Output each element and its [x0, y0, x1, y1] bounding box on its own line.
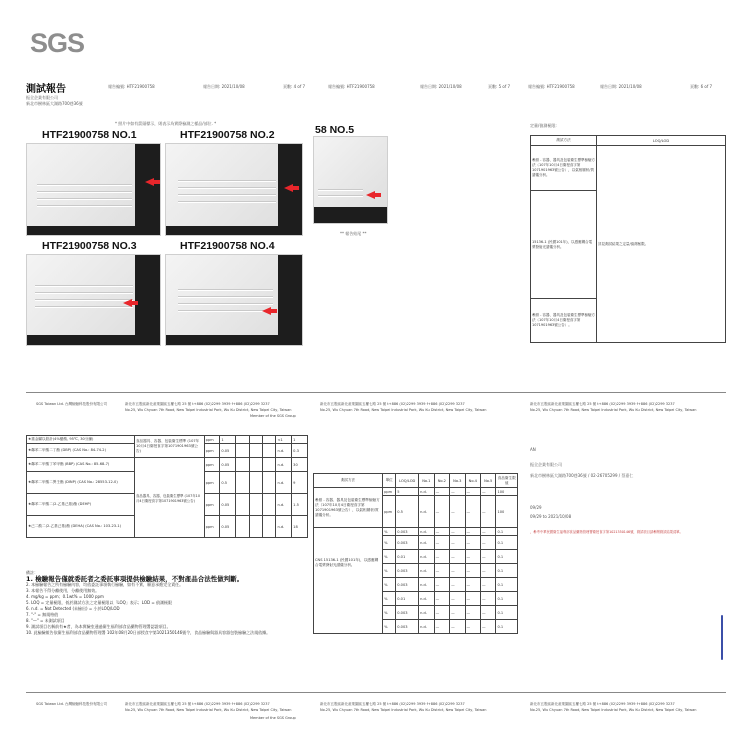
sample-photo-no5 [313, 136, 388, 224]
result-limit: 30 [292, 458, 308, 472]
mid-result: — [434, 488, 449, 496]
result-value: n.d. [276, 516, 292, 538]
info-line: 09/29 to 2021/10/08 [530, 514, 572, 519]
report-end-note: ** 報告結尾 ** [340, 231, 367, 236]
photo-label-no3: HTF21900758 NO.3 [42, 240, 137, 252]
sample-photo-no3 [26, 254, 161, 346]
mid-result: — [450, 564, 465, 578]
info-red-note: ，參考中華民國衛生福利部食品藥物管理署衛授食字第1021350146號，測試項目請參閱測試結果清單。 [530, 530, 683, 534]
mid-unit: ppm [383, 488, 396, 496]
mid-result: — [434, 620, 449, 634]
mid-result: — [481, 536, 496, 550]
loq-header: LOQ/LOD [597, 136, 726, 146]
result-method: 食品器具、容器、包裝衛生標準 (107年10月4日衛授食字第1071901963號公告) [134, 458, 204, 538]
mid-result: n.d. [419, 620, 434, 634]
mid-limit: 0.1 [496, 592, 518, 606]
mid-unit: % [383, 578, 396, 592]
note-item: 2. 本檢驗報告之所有檢驗內容，均依委託事項執行檢驗，如有不實，願意承擔完全責任。 [26, 582, 184, 587]
red-arrow-icon [366, 191, 375, 199]
header-report-number: 報告編號: HTF21900758 [528, 84, 575, 89]
result-value: n.d. [276, 494, 292, 516]
col-header: No.5 [481, 474, 496, 488]
footer-member: Member of the SGS Group [250, 414, 296, 418]
mid-result: — [481, 564, 496, 578]
mid-result: n.d. [419, 578, 434, 592]
mid-result: — [434, 606, 449, 620]
col-header: 測試方法 [314, 474, 383, 488]
mid-result: — [450, 536, 465, 550]
notes-headline: 1. 檢驗報告僅就委託者之委託事項提供檢驗結果，不對產品合法性做判斷。 [26, 575, 244, 583]
note-item: 8. "—" = 未測試項目 [26, 618, 65, 623]
mid-result: — [434, 496, 449, 528]
company-address: 新北市樹林區大湖路700巷36號 [26, 101, 83, 106]
footer-address-en: No.25, Wu Chyuan 7th Road, New Taipei Industrial Park, Wu Ku District, New Taipei City, Taiwan [125, 408, 292, 412]
method-row: 15136-1 (民國101年)，以感應耦合電漿發射光譜儀分析。 [531, 191, 597, 299]
result-loq: 0.05 [220, 516, 236, 538]
report-title: 測試報告 [26, 84, 66, 95]
mid-loq: 0.5 [396, 496, 419, 528]
mid-result: — [481, 606, 496, 620]
footer-company: SGS Taiwan Ltd. 台灣檢驗科技股份有限公司 [36, 402, 108, 406]
info-line: AN [530, 447, 536, 452]
result-unit: ppm [204, 436, 220, 444]
note-item: 4. mg/kg = ppm；0.1wt% = 1000 ppm [26, 594, 104, 599]
mid-loq: 0.003 [396, 606, 419, 620]
red-arrow-icon [262, 307, 271, 315]
col-header: No.4 [465, 474, 480, 488]
result-value: n.d. [276, 444, 292, 458]
result-unit: ppm [204, 458, 220, 472]
mid-result: n.d. [419, 536, 434, 550]
mid-unit: % [383, 550, 396, 564]
result-item: ★重金屬以鉛計(4%醋酸, 95℃, 30分鐘) [27, 436, 135, 444]
col-header: 食品衛生限值 [496, 474, 518, 488]
red-arrow-icon [284, 184, 293, 192]
mid-unit: % [383, 592, 396, 606]
result-item: ★鄰苯二甲酸二異壬酯 (DINP) (CAS No.: 28553-12-0) [27, 472, 135, 494]
col-header: No.3 [450, 474, 465, 488]
note-item: 6. n.d. = Not Detected (未檢出) = 小於LOQ/LOD [26, 606, 120, 611]
footer-company: SGS Taiwan Ltd. 台灣檢驗科技股份有限公司 [36, 702, 108, 706]
mid-result: — [481, 578, 496, 592]
mid-unit: ppm [383, 496, 396, 528]
result-loq: 1 [220, 436, 236, 444]
mid-unit: % [383, 620, 396, 634]
sgs-logo: SGS [30, 28, 85, 58]
mid-result: — [434, 528, 449, 536]
result-value: n.d. [276, 458, 292, 472]
note-item: 10. 此檢驗報告依衛生福利部食品藥物管理署 102年08月20日部授食字第1021350146號令，食品檢驗與器具容器包裝檢驗之法規依據。 [26, 630, 271, 635]
mid-result: — [434, 550, 449, 564]
mid-result: — [465, 536, 480, 550]
divider [26, 392, 726, 393]
mid-result: — [450, 620, 465, 634]
result-limit: 0.3 [292, 444, 308, 458]
mid-result: — [465, 496, 480, 528]
header-page: 頁數: 4 of 7 [283, 84, 306, 89]
mid-result: — [465, 528, 480, 536]
mid-result: — [465, 550, 480, 564]
footer-address: 新北市五股區新北產業園區五權七路 25 號 t+886 (02)2299 3939 f+886 (02)2299 3237 [125, 402, 270, 406]
mid-result: — [450, 592, 465, 606]
company-name: 振全企業有限公司 [26, 95, 58, 100]
mid-result: — [465, 606, 480, 620]
footer-address: 新北市五股區新北產業園區五權七路 25 號 t+886 (02)2299 3939 f+886 (02)2299 3237 [125, 702, 270, 706]
note-item: 3. 本報告不得分離使用，分離使用無效。 [26, 588, 100, 593]
footer-address-en: No.25, Wu Chyuan 7th Road, New Taipei Industrial Park, Wu Ku District, New Taipei City, Taiwan [320, 708, 487, 712]
mid-loq: 0.003 [396, 528, 419, 536]
footer-member: Member of the SGS Group [250, 716, 296, 720]
mid-result: n.d. [419, 528, 434, 536]
mid-result: — [481, 496, 496, 528]
footer-address: 新北市五股區新北產業園區五權七路 25 號 t+886 (02)2299 3939 f+886 (02)2299 3237 [530, 702, 675, 706]
mid-loq: 0.003 [396, 564, 419, 578]
note-item: 5. LOQ = 定量極限，低於測試方法之定量極限以「LOQ」表示；LOD = 偵測極限 [26, 600, 172, 605]
col-header: 單位 [383, 474, 396, 488]
footer-address-en: No.25, Wu Chyuan 7th Road, New Taipei Industrial Park, Wu Ku District, New Taipei City, Taiwan [530, 408, 697, 412]
result-limit: 9 [292, 472, 308, 494]
mid-result: — [450, 606, 465, 620]
mid-result: — [465, 564, 480, 578]
mid-limit: 0.1 [496, 578, 518, 592]
footer-address-en: No.25, Wu Chyuan 7th Road, New Taipei Industrial Park, Wu Ku District, New Taipei City, Taiwan [125, 708, 292, 712]
info-line: 振全企業有限公司 [530, 462, 562, 467]
photo-label-no4: HTF21900758 NO.4 [180, 240, 275, 252]
mid-method: 參照 - 容器、器具及包裝衛生標準檢驗方法（107年10月4日衛授食字第1071901963號公告），以氣相層析/質譜儀分析。 [314, 488, 383, 528]
mid-limit: 0.1 [496, 564, 518, 578]
divider [26, 692, 726, 693]
mid-result: — [434, 578, 449, 592]
photo-label-no5: 58 NO.5 [315, 124, 355, 136]
mid-unit: % [383, 606, 396, 620]
result-limit: 18 [292, 516, 308, 538]
method-row: 參照 - 容器、器具及包裝衛生標準檢驗方法（107年10月4日衛授食字第1071901963號公告）。 [531, 299, 597, 343]
result-value: n.d. [276, 472, 292, 494]
mid-result: — [450, 550, 465, 564]
result-item: ★鄰苯二甲酸二(2-乙基己基)酯 (DEHP) [27, 494, 135, 516]
mid-result: — [450, 496, 465, 528]
mid-result: n.d. [419, 488, 434, 496]
sample-photo-no2 [165, 143, 303, 236]
signature-mark [721, 615, 723, 660]
footer-address-en: No.25, Wu Chyuan 7th Road, New Taipei Industrial Park, Wu Ku District, New Taipei City, Taiwan [320, 408, 487, 412]
red-arrow-icon [123, 299, 132, 307]
mid-limit: 0.1 [496, 620, 518, 634]
mid-loq: 0.01 [396, 550, 419, 564]
sample-photo-no1 [26, 143, 161, 236]
mid-unit: % [383, 536, 396, 550]
results-table-left [26, 435, 308, 538]
info-line: 新北市樹林區大湖路700巷36號 / 02-26705299 / 蔡嘉仁 [530, 473, 634, 478]
result-unit: ppm [204, 516, 220, 538]
result-item: ★己二酸二(2-乙基己基)酯 (DEHA) (CAS No.: 103-23-1) [27, 516, 135, 538]
mid-limit: 0.1 [496, 536, 518, 550]
mid-result: — [434, 592, 449, 606]
mid-result: — [481, 528, 496, 536]
mid-loq: 0.003 [396, 536, 419, 550]
header-report-number: 報告編號: HTF21900758 [108, 84, 155, 89]
note-item: 7. "-" = 無規格值 [26, 612, 59, 617]
result-loq: 0.05 [220, 494, 236, 516]
col-header: No.2 [434, 474, 449, 488]
result-unit: ppm [204, 494, 220, 516]
header-report-number: 報告編號: HTF21900758 [328, 84, 375, 89]
header-page: 頁數: 6 of 7 [690, 84, 713, 89]
mid-result: n.d. [419, 592, 434, 606]
photo-label-no2: HTF21900758 NO.2 [180, 129, 275, 141]
mid-result: — [481, 592, 496, 606]
header-report-date: 報告日期: 2021/10/08 [420, 84, 462, 89]
method-row: 參照 - 容器、器具及包裝衛生標準檢驗方法（107年10月4日衛授食字第1071901963號公告），以氣相層析/質譜儀分析。 [531, 146, 597, 191]
method-table [530, 135, 726, 343]
notes-block [26, 570, 306, 636]
mid-result: — [434, 536, 449, 550]
mid-loq: 0.003 [396, 578, 419, 592]
result-method: 食品器具、容器、包裝衛生標準 (107年10月4日衛授食字第1071901963號公告) [134, 436, 204, 458]
mid-result: — [481, 488, 496, 496]
result-unit: ppm [204, 472, 220, 494]
info-line: 09/29 [530, 505, 542, 510]
result-loq: 0.05 [220, 444, 236, 458]
mid-result: — [450, 528, 465, 536]
mid-result: — [465, 592, 480, 606]
mid-result: n.d. [419, 550, 434, 564]
header-report-date: 報告日期: 2021/10/08 [600, 84, 642, 89]
mid-loq: 0.003 [396, 620, 419, 634]
result-loq: 0.5 [220, 472, 236, 494]
photo-label-no1: HTF21900758 NO.1 [42, 129, 137, 141]
result-item: ★鄰苯二甲酸丁苯甲酯 (BBP) (CAS No.: 85-68-7) [27, 458, 135, 472]
mid-result: n.d. [419, 606, 434, 620]
mid-result: — [465, 620, 480, 634]
mid-result: — [481, 550, 496, 564]
mid-result: — [434, 564, 449, 578]
mid-unit: % [383, 564, 396, 578]
result-limit: 1.5 [292, 494, 308, 516]
red-arrow-icon [145, 178, 154, 186]
col-header: LOQ/LOD [396, 474, 419, 488]
result-item: ★鄰苯二甲酸二丁酯 (DBP) (CAS No.: 84-74-2) [27, 444, 135, 458]
mid-limit: 0.1 [496, 606, 518, 620]
mid-loq: 0.01 [396, 592, 419, 606]
mid-result: n.d. [419, 496, 434, 528]
mid-limit: 0.1 [496, 528, 518, 536]
footer-address-en: No.25, Wu Chyuan 7th Road, New Taipei Industrial Park, Wu Ku District, New Taipei City, Taiwan [530, 708, 697, 712]
result-value: <1 [276, 436, 292, 444]
mid-result: — [465, 578, 480, 592]
notes-title: 備註： [26, 570, 38, 575]
loq-note: 詳見測試結果之定量/偵測極限。 [597, 146, 726, 343]
mid-limit: 100 [496, 488, 518, 496]
method-header: 測試方法 [531, 136, 597, 146]
mid-loq: 5 [396, 488, 419, 496]
footer-address: 新北市五股區新北產業園區五權七路 25 號 t+886 (02)2299 3939 f+886 (02)2299 3237 [320, 702, 465, 706]
mid-result: n.d. [419, 564, 434, 578]
result-limit: 1 [292, 436, 308, 444]
col-header: No.1 [419, 474, 434, 488]
results-table-middle [313, 473, 518, 634]
note-item: 9. 測試項目名稱前有★者，為本實驗室通過衛生福利部食品藥物管理署認證項目。 [26, 624, 171, 629]
header-report-date: 報告日期: 2021/10/08 [203, 84, 245, 89]
mid-unit: % [383, 528, 396, 536]
mid-limit: 100 [496, 496, 518, 528]
sample-photo-no4 [165, 254, 303, 346]
footer-address: 新北市五股區新北產業園區五權七路 25 號 t+886 (02)2299 3939 f+886 (02)2299 3237 [320, 402, 465, 406]
header-page: 頁數: 5 of 7 [488, 84, 511, 89]
footer-address: 新北市五股區新北產業園區五權七路 25 號 t+886 (02)2299 3939 f+886 (02)2299 3237 [530, 402, 675, 406]
mid-result: — [450, 488, 465, 496]
loq-intro: 定量/偵測極限: [530, 123, 557, 128]
mid-result: — [481, 620, 496, 634]
mid-method: CNS 15136-1 (民國101年)，以感應耦合電漿發射光譜儀分析。 [314, 528, 383, 634]
mid-result: — [465, 488, 480, 496]
result-unit: ppm [204, 444, 220, 458]
mid-limit: 0.1 [496, 550, 518, 564]
mid-result: — [450, 578, 465, 592]
result-loq: 0.05 [220, 458, 236, 472]
photo-caption: * 照片中如有箭頭標示，則表示為實際檢測之樣品/部位. * [115, 121, 217, 126]
